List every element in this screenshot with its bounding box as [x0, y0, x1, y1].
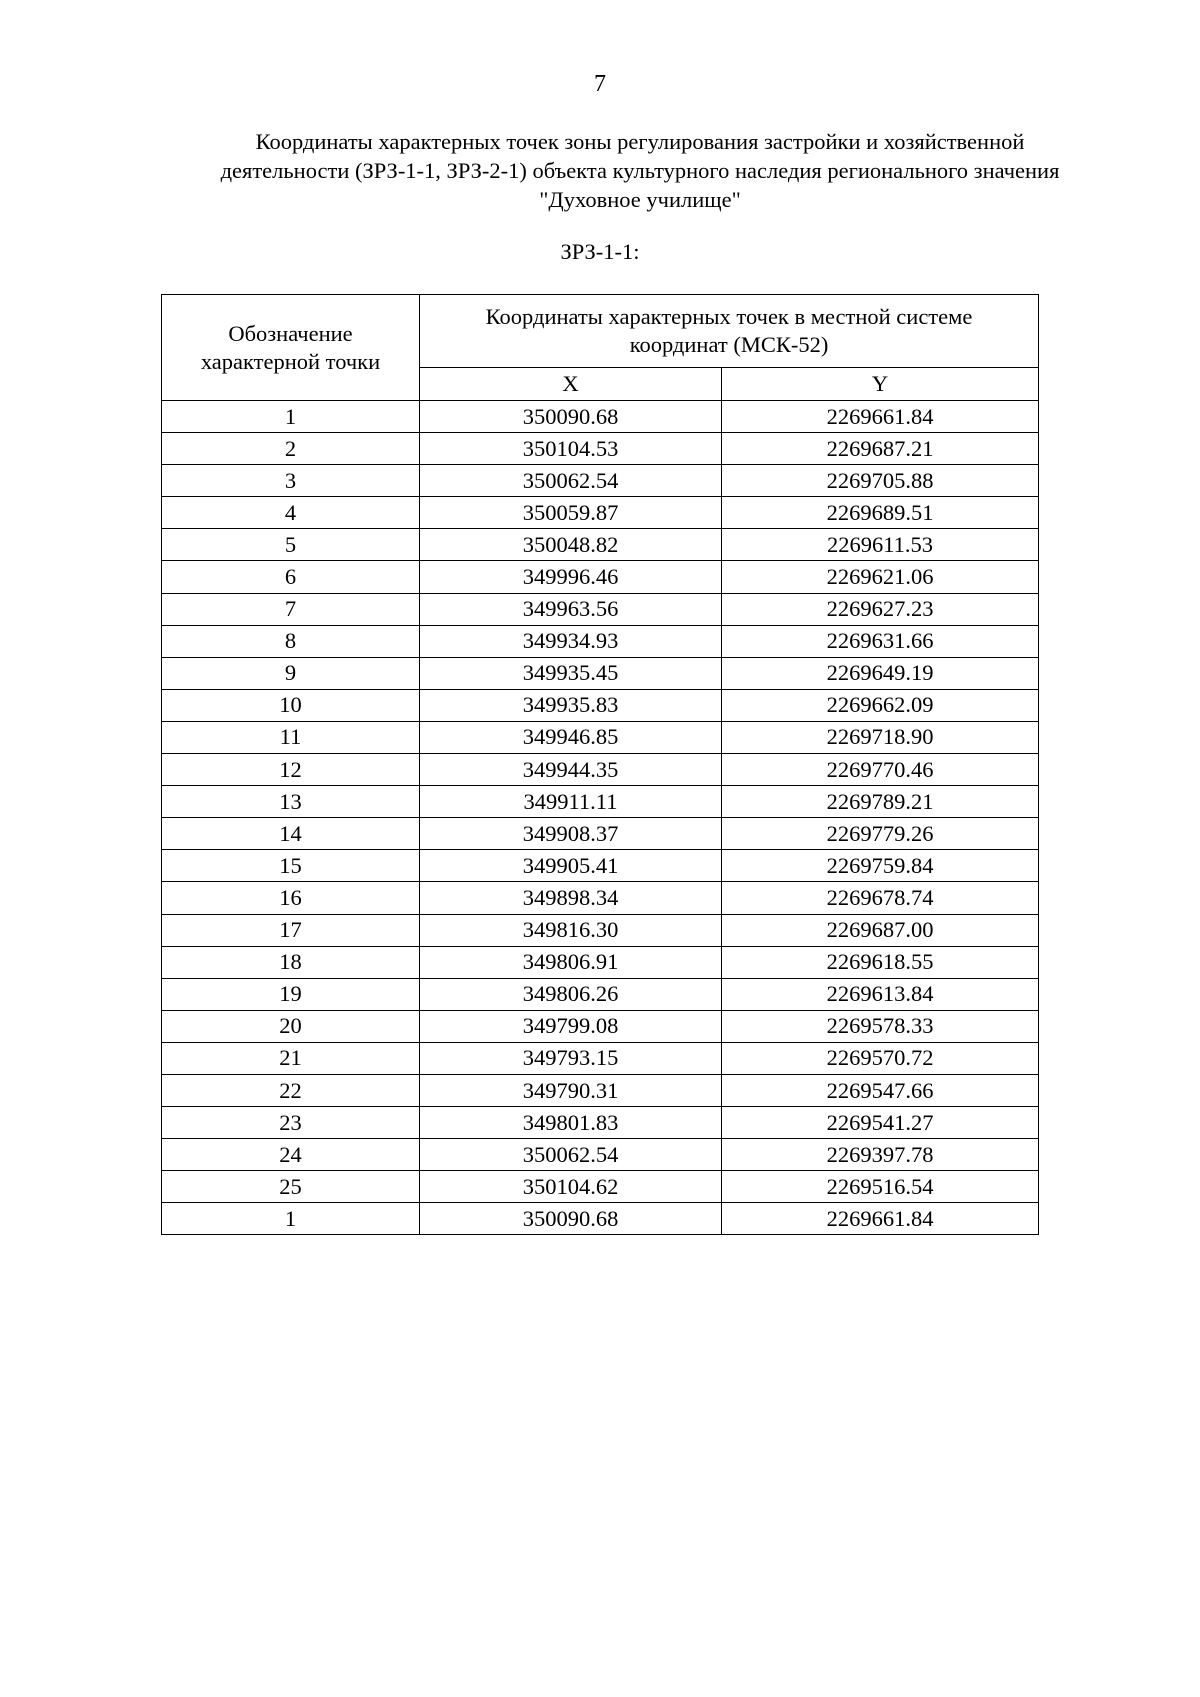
y-coordinate-cell: 2269661.84	[722, 401, 1039, 433]
y-coordinate-cell: 2269689.51	[722, 497, 1039, 529]
x-coordinate-cell: 350062.54	[420, 1139, 722, 1171]
point-designation-header-line: характерной точки	[200, 348, 381, 374]
point-cell: 16	[162, 882, 420, 914]
x-coordinate-cell: 349801.83	[420, 1107, 722, 1139]
y-coordinate-cell: 2269631.66	[722, 625, 1039, 657]
x-coordinate-cell: 349908.37	[420, 818, 722, 850]
x-coordinate-cell: 349806.26	[420, 978, 722, 1010]
x-coordinate-cell: 349911.11	[420, 786, 722, 818]
document-title-line: деятельности (ЗРЗ-1-1, ЗРЗ-2-1) объекта культурного наследия регионального значения	[220, 158, 1060, 183]
table-row	[162, 593, 1039, 625]
table-row	[162, 657, 1039, 689]
y-coordinate-cell: 2269687.00	[722, 914, 1039, 946]
y-coordinate-cell: 2269649.19	[722, 657, 1039, 689]
y-coordinate-cell: 2269770.46	[722, 754, 1039, 786]
y-coordinate-cell: 2269789.21	[722, 786, 1039, 818]
x-coordinate-cell: 349905.41	[420, 850, 722, 882]
table-body	[162, 401, 1039, 1235]
document-title	[170, 127, 1110, 214]
y-coordinate-cell: 2269618.55	[722, 946, 1039, 978]
point-cell: 17	[162, 914, 420, 946]
table-row	[162, 1139, 1039, 1171]
y-coordinate-cell: 2269705.88	[722, 465, 1039, 497]
x-coordinate-cell: 349816.30	[420, 914, 722, 946]
x-coordinate-cell: 350090.68	[420, 1203, 722, 1235]
x-coordinate-cell: 349790.31	[420, 1074, 722, 1106]
point-cell: 22	[162, 1074, 420, 1106]
point-designation-header	[162, 295, 420, 401]
table-row	[162, 1074, 1039, 1106]
y-coordinate-cell: 2269718.90	[722, 721, 1039, 753]
y-coordinate-cell: 2269613.84	[722, 978, 1039, 1010]
y-coordinate-cell: 2269662.09	[722, 689, 1039, 721]
x-coordinate-cell: 349996.46	[420, 561, 722, 593]
x-coordinate-cell: 349935.45	[420, 657, 722, 689]
point-cell: 14	[162, 818, 420, 850]
x-coordinate-cell: 350048.82	[420, 529, 722, 561]
y-coordinate-cell: 2269570.72	[722, 1042, 1039, 1074]
point-cell: 3	[162, 465, 420, 497]
point-cell: 4	[162, 497, 420, 529]
y-coordinate-cell: 2269611.53	[722, 529, 1039, 561]
x-coordinate-cell: 349944.35	[420, 754, 722, 786]
y-coordinate-cell: 2269541.27	[722, 1107, 1039, 1139]
table-row	[162, 1010, 1039, 1042]
table-row	[162, 882, 1039, 914]
coordinates-table	[161, 294, 1039, 1235]
point-cell: 6	[162, 561, 420, 593]
table-row	[162, 497, 1039, 529]
table-row	[162, 754, 1039, 786]
x-coordinate-cell: 349963.56	[420, 593, 722, 625]
x-coordinate-cell: 349799.08	[420, 1010, 722, 1042]
table-row	[162, 978, 1039, 1010]
table-header	[162, 295, 1039, 401]
page-number: 7	[594, 71, 606, 97]
x-coordinate-cell: 349898.34	[420, 882, 722, 914]
point-cell: 18	[162, 946, 420, 978]
x-coordinate-cell: 350104.62	[420, 1171, 722, 1203]
y-coordinate-cell: 2269516.54	[722, 1171, 1039, 1203]
table-row	[162, 786, 1039, 818]
x-coordinate-cell: 350062.54	[420, 465, 722, 497]
x-coordinate-cell: 350104.53	[420, 433, 722, 465]
point-cell: 19	[162, 978, 420, 1010]
y-coordinate-cell: 2269547.66	[722, 1074, 1039, 1106]
x-coordinate-cell: 349934.93	[420, 625, 722, 657]
coordinates-header	[420, 295, 1039, 368]
y-coordinate-cell: 2269759.84	[722, 850, 1039, 882]
point-cell: 11	[162, 721, 420, 753]
table-row	[162, 850, 1039, 882]
table-row	[162, 625, 1039, 657]
x-coordinate-cell: 349946.85	[420, 721, 722, 753]
y-coordinate-cell: 2269661.84	[722, 1203, 1039, 1235]
y-coordinate-cell: 2269687.21	[722, 433, 1039, 465]
x-coordinate-cell: 350090.68	[420, 401, 722, 433]
point-cell: 15	[162, 850, 420, 882]
y-column-header: Y	[722, 368, 1039, 401]
document-title-line: "Духовное училище"	[539, 187, 741, 212]
point-cell: 25	[162, 1171, 420, 1203]
table-row	[162, 689, 1039, 721]
table-row	[162, 818, 1039, 850]
table-row	[162, 465, 1039, 497]
table-row	[162, 721, 1039, 753]
table-row	[162, 946, 1039, 978]
coordinates-header-line: координат (МСК-52)	[629, 332, 829, 357]
y-coordinate-cell: 2269578.33	[722, 1010, 1039, 1042]
table-row	[162, 561, 1039, 593]
y-coordinate-cell: 2269397.78	[722, 1139, 1039, 1171]
table-row	[162, 1171, 1039, 1203]
coordinates-header-line: Координаты характерных точек в местной системе	[485, 304, 973, 329]
x-coordinate-cell: 349935.83	[420, 689, 722, 721]
x-column-header: X	[420, 368, 722, 401]
x-coordinate-cell: 350059.87	[420, 497, 722, 529]
table-row	[162, 1203, 1039, 1235]
point-cell: 21	[162, 1042, 420, 1074]
point-cell: 2	[162, 433, 420, 465]
y-coordinate-cell: 2269678.74	[722, 882, 1039, 914]
y-coordinate-cell: 2269621.06	[722, 561, 1039, 593]
table-row	[162, 401, 1039, 433]
point-cell: 20	[162, 1010, 420, 1042]
point-cell: 1	[162, 401, 420, 433]
table-row	[162, 1042, 1039, 1074]
y-coordinate-cell: 2269779.26	[722, 818, 1039, 850]
point-cell: 8	[162, 625, 420, 657]
point-cell: 5	[162, 529, 420, 561]
table-row	[162, 529, 1039, 561]
point-cell: 10	[162, 689, 420, 721]
point-cell: 9	[162, 657, 420, 689]
point-cell: 13	[162, 786, 420, 818]
point-cell: 24	[162, 1139, 420, 1171]
point-cell: 1	[162, 1203, 420, 1235]
document-title-line: Координаты характерных точек зоны регулирования застройки и хозяйственной	[255, 129, 1025, 154]
point-cell: 23	[162, 1107, 420, 1139]
point-cell: 12	[162, 754, 420, 786]
table-row	[162, 433, 1039, 465]
x-coordinate-cell: 349806.91	[420, 946, 722, 978]
table-row	[162, 1107, 1039, 1139]
table-row	[162, 914, 1039, 946]
point-cell: 7	[162, 593, 420, 625]
zone-section-label: ЗРЗ-1-1:	[560, 239, 640, 264]
x-coordinate-cell: 349793.15	[420, 1042, 722, 1074]
y-coordinate-cell: 2269627.23	[722, 593, 1039, 625]
point-designation-header-line: Обозначение	[228, 320, 353, 346]
